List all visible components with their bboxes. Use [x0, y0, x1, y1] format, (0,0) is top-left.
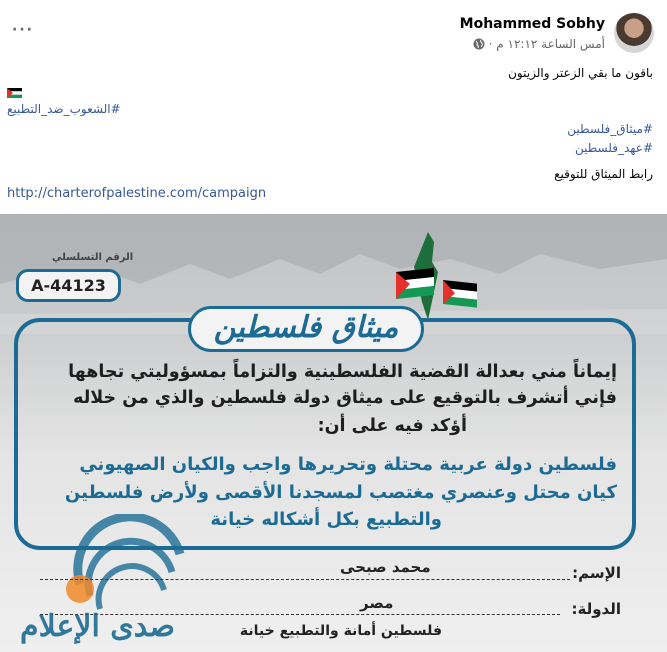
more-options-icon[interactable]: ···	[12, 22, 34, 38]
charter-text-line: فإني أتشرف بالتوقيع على ميثاق دولة فلسطين والذي من خلاله	[73, 388, 617, 408]
charter-statement-line: كيان محتل وعنصري مغتصب لمسجدنا الأقصى ولأرض فلسطين	[64, 482, 617, 503]
name-field-value: محمد صبحى	[340, 558, 431, 576]
hashtag-link[interactable]: #عهد_فلسطين	[574, 141, 653, 155]
link-caption: رابط الميثاق للتوقيع	[554, 167, 653, 181]
post-header	[0, 0, 667, 62]
charter-text-line: أؤكد فيه على أن:	[317, 416, 467, 436]
name-field-line	[40, 579, 570, 580]
post-image[interactable]	[0, 214, 667, 652]
hashtag-link[interactable]: #ميثاق_فلسطين	[567, 122, 653, 136]
campaign-link[interactable]: http://charterofpalestine.com/campaign	[7, 186, 267, 201]
charter-slogan: فلسطين أمانة والتطبيع خيانة	[239, 623, 442, 639]
post-text-line: باقون ما بقي الزعتر والزيتون	[508, 66, 653, 80]
serial-number-label: الرقم التسلسلي	[52, 252, 134, 263]
charter-statement-line: والتطبيع بكل أشكاله خيانة	[210, 509, 442, 530]
charter-title: ميثاق فلسطين	[213, 310, 399, 345]
author-name[interactable]: Mohammed Sobhy	[459, 16, 605, 32]
name-field-label: الإسم:	[572, 564, 621, 582]
charter-text-line: إيماناً مني بعدالة القضية الفلسطينية والتزاماً بمسؤوليتي تجاهها	[68, 362, 617, 382]
serial-number: A-44123	[16, 269, 121, 302]
post-timestamp[interactable]: أمس الساعة ١٢:١٢ م ·	[488, 37, 605, 51]
post-meta	[473, 37, 605, 51]
country-field-value: مصر	[360, 594, 394, 612]
charter-statement-line: فلسطين دولة عربية محتلة وتحريرها واجب والكيان الصهيوني	[79, 454, 617, 475]
globe-icon[interactable]	[473, 38, 485, 50]
avatar[interactable]	[614, 13, 654, 53]
hashtag-link[interactable]: #الشعوب_ضد_التطبيع	[7, 102, 121, 116]
watermark-text: صدى الإعلام	[20, 609, 175, 644]
palestine-flag-icon	[7, 88, 22, 98]
country-field-label: الدولة:	[571, 600, 621, 618]
